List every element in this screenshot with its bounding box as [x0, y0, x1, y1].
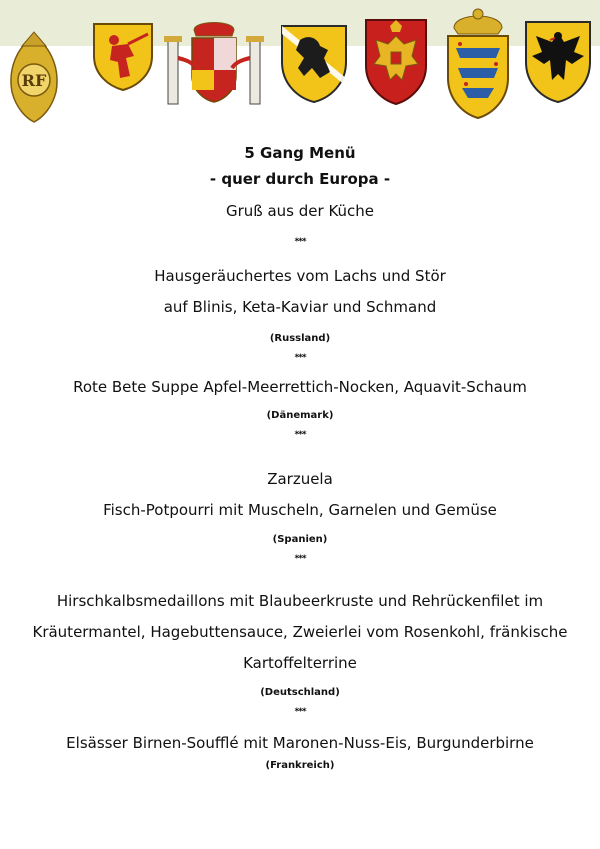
separator: ***	[294, 707, 306, 717]
russian-coat-of-arms-icon	[360, 14, 432, 106]
svg-text:RF: RF	[21, 71, 47, 90]
course-3	[0, 464, 600, 547]
spanish-coat-of-arms-icon	[162, 18, 266, 110]
dish-line: Kartoffelterrine	[243, 654, 357, 672]
menu-title: 5 Gang Menü	[244, 144, 356, 162]
course-4	[0, 586, 600, 700]
menu-subtitle: - quer durch Europa -	[209, 170, 391, 188]
shield-black-lion-icon	[278, 22, 350, 106]
separator: ***	[294, 353, 306, 363]
course-country: (Deutschland)	[260, 687, 340, 698]
dish-line: Rote Bete Suppe Apfel-Meerrettich-Nocken, Aquavit-Schaum	[73, 378, 527, 396]
coat-of-arms-row	[0, 0, 600, 130]
course-country: (Frankreich)	[265, 760, 335, 771]
course-2	[0, 372, 600, 423]
french-emblem-icon	[4, 28, 64, 126]
danish-coat-of-arms-icon	[440, 4, 516, 122]
dish-line: Kräutermantel, Hagebuttensauce, Zweierlei vom Rosenkohl, fränkische	[32, 623, 568, 641]
course-5	[0, 728, 600, 773]
separator: ***	[294, 554, 306, 564]
dish-line: Fisch-Potpourri mit Muscheln, Garnelen und Gemüse	[103, 501, 497, 519]
german-eagle-icon	[522, 18, 594, 106]
course-1	[0, 261, 600, 346]
shield-red-figure-icon	[90, 20, 156, 92]
dish-line: Elsässer Birnen-Soufflé mit Maronen-Nuss-Eis, Burgunderbirne	[66, 734, 534, 752]
course-country: (Russland)	[269, 333, 331, 344]
separator: ***	[294, 430, 306, 440]
course-country: (Spanien)	[272, 534, 328, 545]
dish-line: Zarzuela	[267, 470, 333, 488]
dish-line: Hausgeräuchertes vom Lachs und Stör	[154, 267, 446, 285]
dish-line: auf Blinis, Keta-Kaviar und Schmand	[163, 298, 437, 316]
dish-line: Hirschkalbsmedaillons mit Blaubeerkruste und Rehrückenfilet im	[56, 592, 544, 610]
menu-greeting: Gruß aus der Küche	[225, 202, 375, 220]
course-country: (Dänemark)	[266, 410, 334, 421]
separator: ***	[294, 237, 306, 247]
menu-card	[0, 140, 600, 773]
